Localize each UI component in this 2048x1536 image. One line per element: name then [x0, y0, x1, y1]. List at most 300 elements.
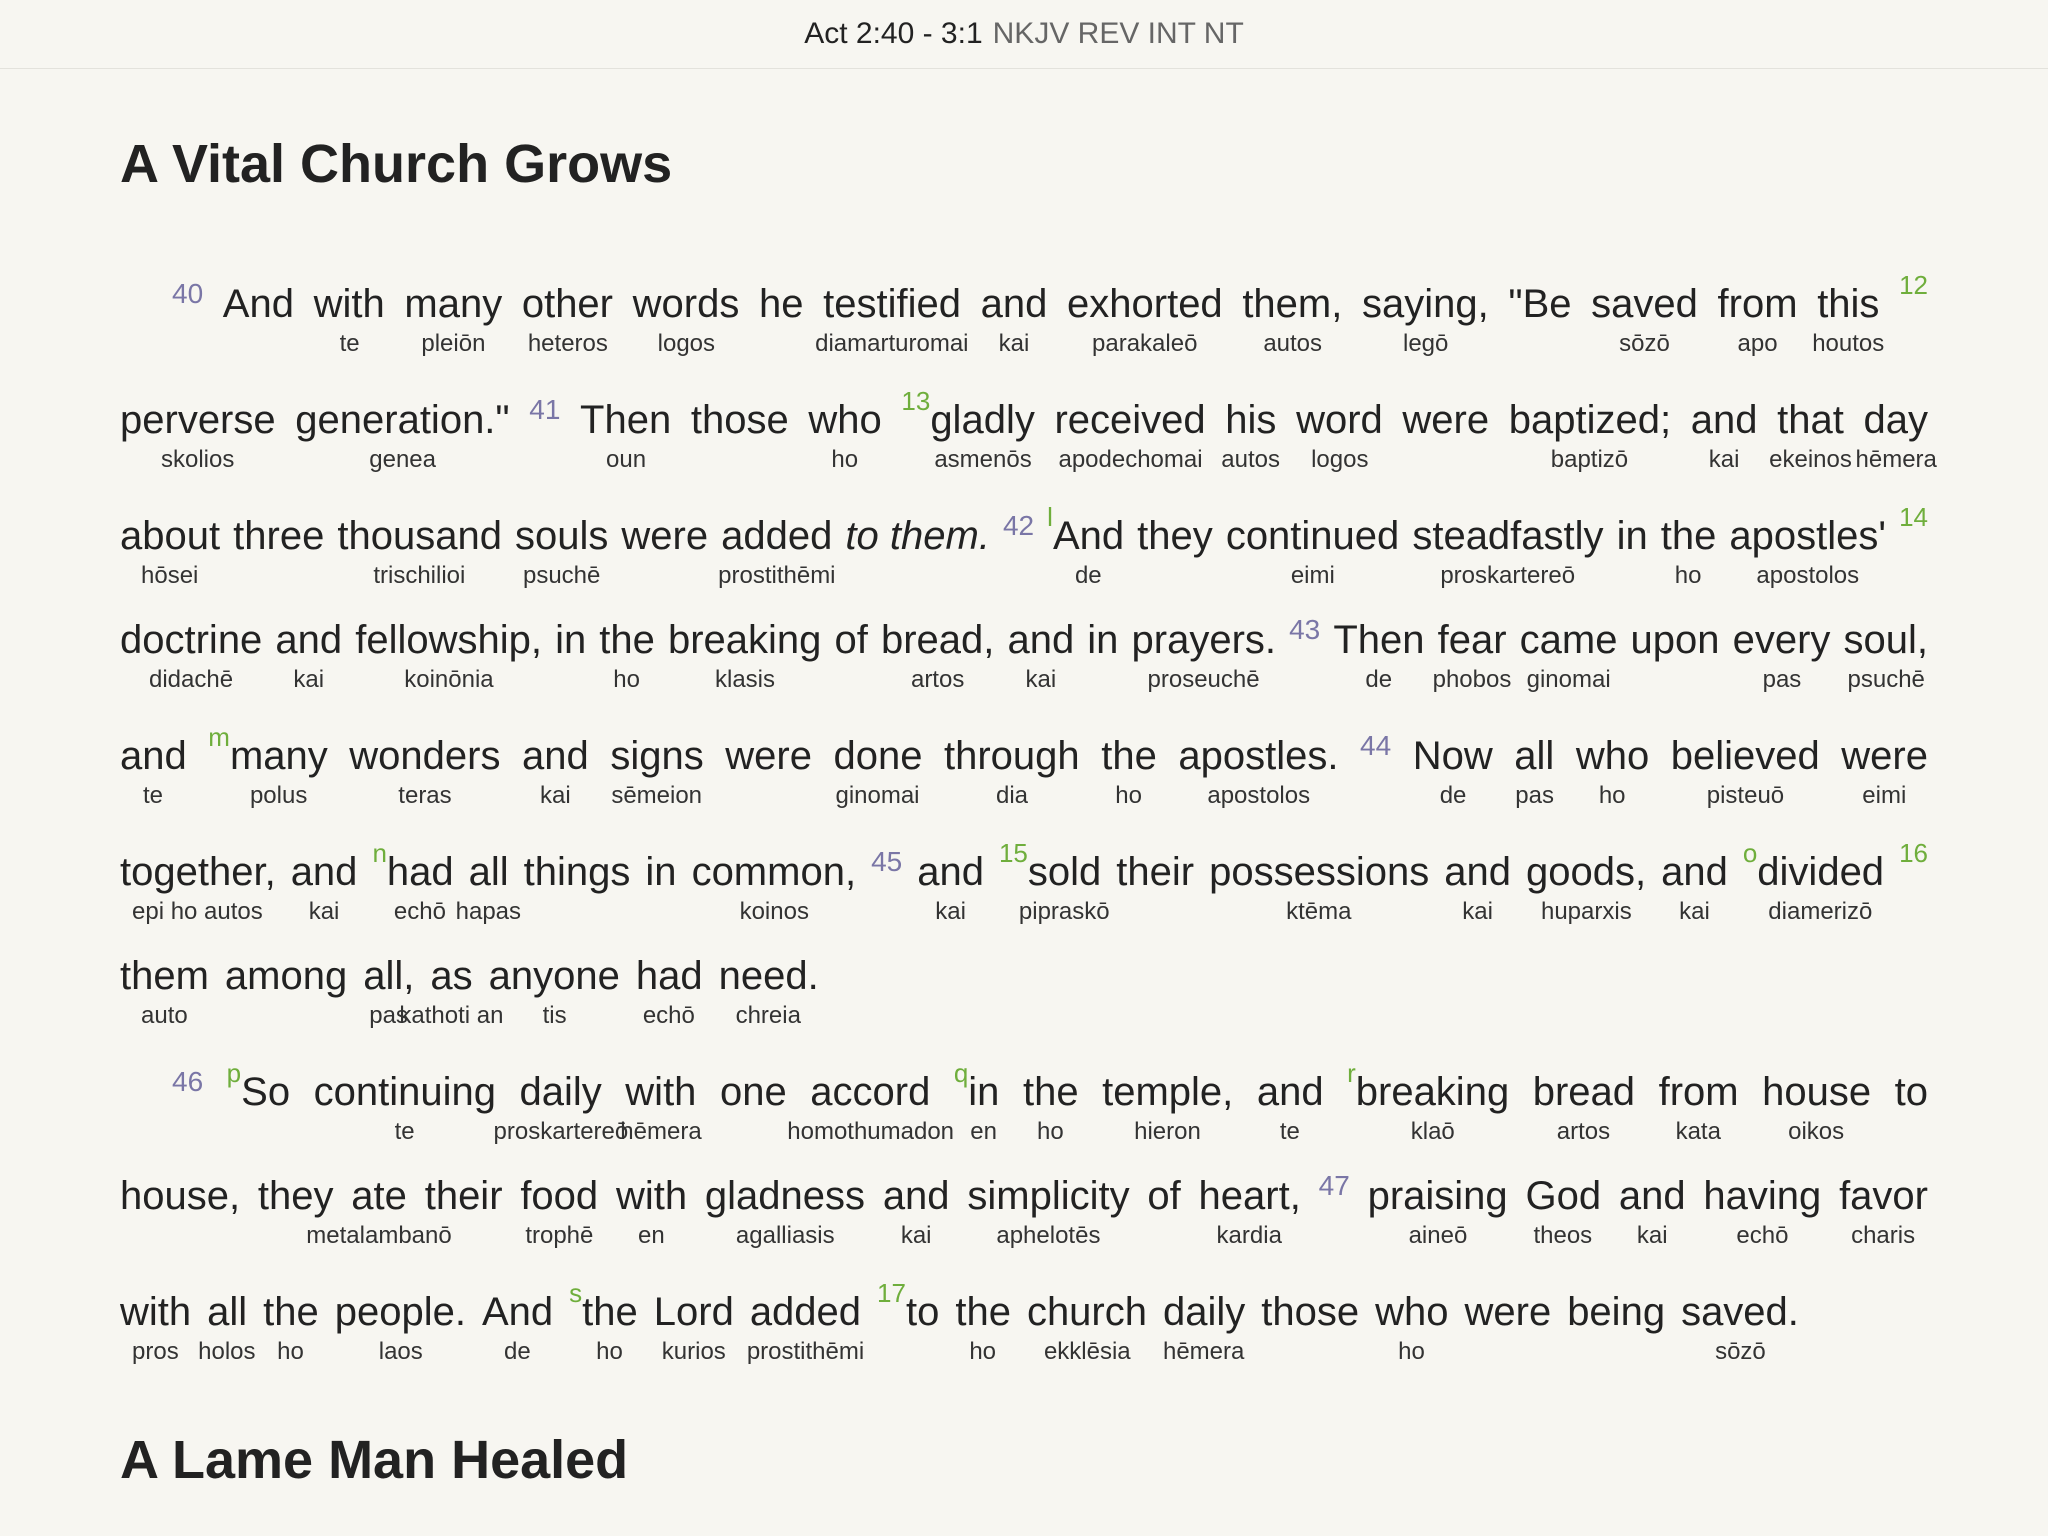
interlinear-word[interactable]: [1681, 1288, 1799, 1365]
english-word: goods,: [1525, 850, 1647, 894]
english-word: they: [1137, 514, 1213, 558]
interlinear-word[interactable]: [1296, 396, 1383, 473]
english-word: who: [1375, 1290, 1449, 1334]
english-word: and: [1690, 398, 1758, 442]
greek-transliteration: oikos: [1788, 1118, 1845, 1145]
interlinear-word[interactable]: [258, 1172, 334, 1220]
greek-transliteration: ho: [1674, 562, 1702, 589]
interlinear-word[interactable]: [481, 1288, 554, 1365]
interlinear-word[interactable]: [980, 280, 1048, 357]
interlinear-word[interactable]: [425, 1172, 503, 1220]
greek-transliteration: ekeinos: [1769, 446, 1852, 473]
greek-transliteration: ho: [831, 446, 859, 473]
greek-transliteration: oun: [606, 446, 647, 473]
interlinear-word[interactable]: [1525, 1172, 1602, 1249]
interlinear-word[interactable]: [1412, 512, 1604, 589]
interlinear-word[interactable]: [725, 732, 812, 780]
greek-transliteration: huparxis: [1540, 898, 1632, 925]
footnote-marker[interactable]: s: [569, 1278, 583, 1308]
english-word: the: [1101, 734, 1157, 778]
interlinear-word[interactable]: [1116, 848, 1194, 896]
interlinear-word[interactable]: [355, 616, 542, 693]
english-word: the: [599, 618, 655, 662]
interlinear-word[interactable]: [455, 848, 522, 925]
greek-transliteration: te: [394, 1118, 415, 1145]
interlinear-word[interactable]: [635, 952, 703, 1029]
interlinear-word[interactable]: [1018, 848, 1110, 925]
interlinear-word[interactable]: [349, 732, 501, 809]
interlinear-word[interactable]: [1575, 732, 1650, 809]
greek-transliteration: ktēma: [1286, 898, 1352, 925]
greek-transliteration: agalliasis: [735, 1222, 835, 1249]
interlinear-word[interactable]: [1412, 732, 1494, 809]
interlinear-word[interactable]: [233, 512, 325, 560]
english-word: he: [759, 282, 804, 326]
greek-transliteration: de: [503, 1338, 531, 1365]
interlinear-word[interactable]: [882, 1172, 950, 1249]
footnote-marker[interactable]: o: [1742, 838, 1758, 868]
interlinear-word[interactable]: [1895, 1068, 1929, 1116]
english-word: those: [1261, 1290, 1360, 1334]
interlinear-word[interactable]: [1658, 1068, 1739, 1145]
greek-transliteration: polus: [249, 782, 308, 809]
interlinear-word[interactable]: [1362, 280, 1489, 357]
interlinear-word[interactable]: [1367, 1172, 1509, 1249]
footnote-marker[interactable]: q: [953, 1058, 969, 1088]
english-word: and: [275, 618, 343, 662]
greek-transliteration: aphelotēs: [996, 1222, 1101, 1249]
greek-transliteration: kai: [293, 666, 325, 693]
english-word: having: [1703, 1174, 1822, 1218]
interlinear-word[interactable]: [1225, 512, 1400, 589]
interlinear-word[interactable]: [1102, 1068, 1234, 1145]
interlinear-word[interactable]: [1591, 280, 1698, 357]
english-word: perverse: [120, 398, 276, 442]
english-word: in: [1087, 618, 1119, 662]
greek-transliteration: ginomai: [835, 782, 920, 809]
interlinear-word[interactable]: [720, 1068, 787, 1116]
english-word: and: [1618, 1174, 1686, 1218]
greek-transliteration: proskartereō: [493, 1118, 629, 1145]
interlinear-word[interactable]: [787, 1068, 955, 1145]
interlinear-word[interactable]: [524, 848, 631, 896]
footnote-marker[interactable]: n: [372, 838, 387, 868]
section-heading: A Vital Church Grows: [120, 134, 673, 194]
interlinear-word[interactable]: [704, 1172, 866, 1249]
english-word: And: [481, 1290, 554, 1334]
interlinear-word[interactable]: [120, 396, 276, 473]
footnote-marker[interactable]: m: [208, 722, 230, 752]
greek-transliteration: ekklēsia: [1043, 1338, 1131, 1365]
verse-number[interactable]: 40: [172, 278, 204, 309]
greek-transliteration: ho: [1598, 782, 1626, 809]
interlinear-word[interactable]: [1054, 396, 1206, 473]
interlinear-word[interactable]: [917, 848, 984, 925]
english-word: the: [263, 1290, 319, 1334]
english-word: temple,: [1102, 1070, 1234, 1114]
english-word: And: [222, 282, 294, 326]
interlinear-word[interactable]: [1532, 1068, 1636, 1145]
english-word: to them.: [845, 514, 990, 558]
greek-transliteration: de: [1074, 562, 1102, 589]
english-word: upon: [1630, 618, 1720, 662]
greek-transliteration: en: [970, 1118, 997, 1145]
interlinear-word[interactable]: [1843, 616, 1929, 693]
interlinear-word[interactable]: [718, 952, 820, 1029]
interlinear-word[interactable]: [290, 848, 358, 925]
interlinear-word[interactable]: [120, 952, 209, 1029]
greek-transliteration: pas: [1515, 782, 1554, 809]
english-word: apostles.: [1178, 734, 1339, 778]
english-word: believed: [1670, 734, 1820, 778]
interlinear-word[interactable]: [120, 1172, 241, 1220]
interlinear-word[interactable]: [1812, 280, 1885, 357]
greek-transliteration: hēmera: [1162, 1338, 1245, 1365]
interlinear-word[interactable]: [1703, 1172, 1822, 1249]
footnote-marker[interactable]: 13: [901, 386, 931, 416]
greek-transliteration: pros: [132, 1338, 179, 1365]
verse-number[interactable]: 47: [1318, 1170, 1350, 1201]
greek-transliteration: de: [1365, 666, 1393, 693]
greek-transliteration: artos: [1556, 1118, 1611, 1145]
english-word: that: [1777, 398, 1844, 442]
footnote-marker[interactable]: 17: [877, 1278, 906, 1308]
interlinear-word[interactable]: [645, 848, 677, 896]
interlinear-word[interactable]: [120, 848, 276, 925]
interlinear-word[interactable]: [520, 1172, 599, 1249]
interlinear-word[interactable]: [944, 732, 1080, 809]
greek-transliteration: ho: [613, 666, 640, 693]
greek-transliteration: houtos: [1812, 330, 1885, 357]
english-word: church: [1026, 1290, 1147, 1334]
english-word: And: [1052, 514, 1125, 558]
interlinear-word[interactable]: [621, 512, 708, 560]
interlinear-word[interactable]: [1198, 1172, 1302, 1249]
greek-transliteration: baptizō: [1550, 446, 1629, 473]
interlinear-word[interactable]: [1022, 1068, 1079, 1145]
verse-number[interactable]: 43: [1289, 614, 1321, 645]
english-word: and: [1444, 850, 1511, 894]
interlinear-word[interactable]: [522, 732, 589, 809]
greek-transliteration: kai: [935, 898, 966, 925]
verse-number[interactable]: 42: [1002, 510, 1035, 541]
greek-transliteration: proseuchē: [1147, 666, 1260, 693]
interlinear-word[interactable]: [1670, 732, 1821, 809]
interlinear-word[interactable]: [746, 1288, 865, 1365]
interlinear-word[interactable]: [295, 396, 510, 473]
interlinear-word[interactable]: [1567, 1288, 1665, 1336]
interlinear-word[interactable]: [313, 1068, 497, 1145]
interlinear-word[interactable]: [1221, 396, 1281, 473]
interlinear-word[interactable]: [653, 1288, 735, 1365]
interlinear-word[interactable]: [808, 396, 882, 473]
greek-transliteration: kai: [1679, 898, 1710, 925]
interlinear-word[interactable]: [1514, 732, 1555, 809]
english-word: of: [834, 618, 868, 662]
greek-transliteration: proskartereō: [1440, 562, 1576, 589]
greek-transliteration: trophē: [525, 1222, 594, 1249]
greek-transliteration: kata: [1675, 1118, 1721, 1145]
english-word: prayers.: [1131, 618, 1277, 662]
interlinear-word[interactable]: [1162, 1288, 1246, 1365]
interlinear-word[interactable]: [1355, 1068, 1510, 1145]
footnote-marker[interactable]: 15: [998, 838, 1028, 868]
interlinear-word[interactable]: [521, 280, 614, 357]
english-word: and: [1007, 618, 1075, 662]
verse-number[interactable]: 46: [172, 1066, 204, 1097]
greek-transliteration: echō: [642, 1002, 695, 1029]
interlinear-word[interactable]: [1375, 1288, 1449, 1365]
footnote-marker[interactable]: p: [226, 1058, 242, 1088]
english-word: divided: [1757, 850, 1885, 894]
english-word: done: [833, 734, 923, 778]
interlinear-word[interactable]: [718, 512, 836, 589]
interlinear-word[interactable]: [691, 396, 789, 444]
verse-number[interactable]: 41: [529, 394, 561, 425]
interlinear-word[interactable]: [198, 1288, 256, 1365]
interlinear-word[interactable]: [1525, 848, 1647, 925]
footnote-marker[interactable]: 12: [1899, 270, 1928, 300]
greek-transliteration: didachē: [149, 666, 234, 693]
interlinear-word[interactable]: [306, 1172, 452, 1249]
interlinear-word[interactable]: [1717, 280, 1798, 357]
interlinear-word[interactable]: [1855, 396, 1937, 473]
english-word: and: [917, 850, 984, 894]
interlinear-word[interactable]: [967, 1172, 1130, 1249]
english-word: ate: [351, 1174, 407, 1218]
interlinear-word[interactable]: [632, 280, 740, 357]
interlinear-word[interactable]: [815, 280, 969, 357]
interlinear-word[interactable]: [580, 396, 672, 473]
greek-transliteration: prostithēmi: [746, 1338, 865, 1365]
interlinear-word[interactable]: [1617, 512, 1649, 560]
greek-transliteration: laos: [378, 1338, 423, 1365]
greek-transliteration: kardia: [1216, 1222, 1282, 1249]
greek-transliteration: logos: [657, 330, 716, 357]
english-word: them: [120, 954, 209, 998]
english-word: and: [290, 850, 358, 894]
interlinear-word[interactable]: [1402, 396, 1489, 444]
greek-transliteration: kurios: [661, 1338, 726, 1365]
english-word: house,: [120, 1174, 241, 1218]
english-word: and: [882, 1174, 950, 1218]
greek-transliteration: sōzō: [1715, 1338, 1766, 1365]
interlinear-word[interactable]: [1508, 280, 1572, 328]
greek-transliteration: metalambanō: [306, 1222, 452, 1249]
english-word: had: [386, 850, 454, 894]
interlinear-word[interactable]: [880, 616, 995, 693]
interlinear-word[interactable]: [968, 1068, 1000, 1145]
english-word: common,: [691, 850, 857, 894]
interlinear-word[interactable]: [223, 280, 295, 328]
interlinear-word[interactable]: [313, 280, 386, 357]
verse-line: [0, 1278, 2048, 1368]
interlinear-word[interactable]: [229, 732, 328, 809]
verse-number[interactable]: 45: [871, 846, 903, 877]
interlinear-word[interactable]: [337, 512, 502, 589]
interlinear-word[interactable]: [1256, 1068, 1324, 1145]
interlinear-word[interactable]: [1769, 396, 1852, 473]
interlinear-word[interactable]: [488, 952, 621, 1029]
english-word: and: [120, 734, 187, 778]
interlinear-word[interactable]: [1661, 848, 1728, 925]
interlinear-word[interactable]: [275, 616, 343, 693]
english-word: sold: [1027, 850, 1102, 894]
english-word: accord: [810, 1070, 931, 1114]
english-word: all,: [363, 954, 415, 998]
interlinear-word[interactable]: [1147, 1172, 1181, 1220]
english-word: through: [944, 734, 1080, 778]
interlinear-word[interactable]: [120, 732, 187, 809]
interlinear-word[interactable]: [225, 952, 348, 1000]
interlinear-word[interactable]: [334, 1288, 467, 1365]
greek-transliteration: hōsei: [141, 562, 199, 589]
english-word: generation.": [295, 398, 510, 442]
interlinear-word[interactable]: [1757, 848, 1885, 925]
interlinear-word[interactable]: [399, 952, 504, 1029]
greek-transliteration: phobos: [1432, 666, 1512, 693]
interlinear-word[interactable]: [514, 512, 609, 589]
interlinear-word[interactable]: [615, 1172, 688, 1249]
english-word: Lord: [653, 1290, 734, 1334]
interlinear-word[interactable]: [241, 1068, 290, 1116]
interlinear-word[interactable]: [120, 1288, 192, 1365]
english-word: were: [1841, 734, 1928, 778]
english-word: three: [233, 514, 325, 558]
interlinear-word[interactable]: [930, 396, 1035, 473]
english-word: who: [1575, 734, 1650, 778]
english-word: from: [1658, 1070, 1739, 1114]
interlinear-word[interactable]: [1261, 1288, 1359, 1336]
english-word: So: [241, 1070, 291, 1114]
verse-line: [0, 386, 2048, 476]
interlinear-word[interactable]: [599, 616, 655, 693]
interlinear-word[interactable]: [1690, 396, 1758, 473]
footnote-marker[interactable]: 14: [1899, 502, 1928, 532]
interlinear-word[interactable]: [1762, 1068, 1872, 1145]
greek-transliteration: epi ho autos: [132, 898, 263, 925]
english-word: being: [1567, 1290, 1666, 1334]
interlinear-word[interactable]: [404, 280, 503, 357]
greek-transliteration: hēmera: [1855, 446, 1937, 473]
interlinear-word[interactable]: [759, 280, 804, 328]
greek-transliteration: kai: [1025, 666, 1057, 693]
interlinear-word[interactable]: [835, 616, 869, 664]
english-word: with: [625, 1070, 697, 1114]
english-word: simplicity: [967, 1174, 1130, 1218]
interlinear-word[interactable]: [1508, 396, 1672, 473]
interlinear-word[interactable]: [1464, 1288, 1551, 1336]
interlinear-word[interactable]: [610, 732, 704, 809]
greek-transliteration: echō: [1736, 1222, 1789, 1249]
interlinear-word[interactable]: [1137, 512, 1213, 560]
interlinear-word[interactable]: [1209, 848, 1430, 925]
verse-line: [0, 1172, 2048, 1252]
interlinear-word[interactable]: [1087, 616, 1119, 664]
interlinear-word[interactable]: [1732, 616, 1831, 693]
interlinear-word[interactable]: [1007, 616, 1075, 693]
english-word: from: [1717, 282, 1798, 326]
english-word: Then: [1333, 618, 1425, 662]
version-label[interactable]: NKJV REV INT NT: [992, 17, 1244, 50]
interlinear-word[interactable]: [1444, 848, 1511, 925]
interlinear-word[interactable]: [120, 616, 263, 693]
english-word: testified: [823, 282, 961, 326]
english-word: things: [523, 850, 631, 894]
interlinear-word[interactable]: [386, 848, 454, 925]
greek-transliteration: pisteuō: [1706, 782, 1785, 809]
interlinear-word[interactable]: [1841, 732, 1928, 809]
english-word: with: [120, 1290, 192, 1334]
interlinear-word[interactable]: [1101, 732, 1157, 809]
footnote-marker[interactable]: 16: [1899, 838, 1928, 868]
interlinear-word[interactable]: [1432, 616, 1512, 693]
interlinear-word[interactable]: [1660, 512, 1717, 589]
greek-transliteration: koinōnia: [404, 666, 494, 693]
english-word: of: [1147, 1174, 1181, 1218]
interlinear-word[interactable]: [620, 1068, 702, 1145]
english-word: words: [632, 282, 740, 326]
interlinear-word[interactable]: [1067, 280, 1223, 357]
footnote-marker[interactable]: l: [1047, 502, 1053, 532]
interlinear-word[interactable]: [1839, 1172, 1928, 1249]
interlinear-word[interactable]: [493, 1068, 629, 1145]
footnote-marker[interactable]: r: [1347, 1058, 1356, 1088]
english-word: their: [1116, 850, 1195, 894]
interlinear-word[interactable]: [667, 616, 822, 693]
interlinear-word[interactable]: [1052, 512, 1125, 589]
verse-line: [0, 952, 2048, 1032]
interlinear-word[interactable]: [582, 1288, 638, 1365]
english-word: and: [522, 734, 589, 778]
greek-transliteration: ho: [1115, 782, 1142, 809]
english-word: possessions: [1209, 850, 1430, 894]
interlinear-word[interactable]: [263, 1288, 319, 1365]
interlinear-word[interactable]: [363, 952, 415, 1029]
interlinear-word[interactable]: [1131, 616, 1277, 693]
greek-transliteration: apo: [1737, 330, 1778, 357]
english-word: they: [257, 1174, 334, 1218]
interlinear-word[interactable]: [1333, 616, 1425, 693]
interlinear-word[interactable]: [120, 512, 221, 589]
verse-line: [0, 838, 2048, 928]
greek-transliteration: pipraskō: [1018, 898, 1110, 925]
interlinear-word[interactable]: [845, 512, 990, 560]
interlinear-word[interactable]: [1242, 280, 1343, 357]
interlinear-word[interactable]: [1729, 512, 1887, 589]
english-word: as: [430, 954, 473, 998]
english-word: daily: [519, 1070, 602, 1114]
interlinear-word[interactable]: [1026, 1288, 1148, 1365]
verse-number[interactable]: 44: [1360, 730, 1392, 761]
interlinear-word[interactable]: [906, 1288, 940, 1336]
greek-transliteration: sōzō: [1619, 330, 1670, 357]
interlinear-word[interactable]: [1519, 616, 1618, 693]
greek-transliteration: prostithēmi: [718, 562, 836, 589]
interlinear-word[interactable]: [955, 1288, 1011, 1365]
greek-transliteration: pas: [1762, 666, 1802, 693]
greek-transliteration: en: [637, 1222, 665, 1249]
interlinear-word[interactable]: [555, 616, 587, 664]
interlinear-word[interactable]: [833, 732, 923, 809]
interlinear-word[interactable]: [1178, 732, 1339, 809]
interlinear-word[interactable]: [1631, 616, 1720, 664]
english-word: favor: [1839, 1174, 1928, 1218]
english-word: all: [468, 850, 509, 894]
interlinear-word[interactable]: [1618, 1172, 1686, 1249]
greek-transliteration: apostolos: [1207, 782, 1311, 809]
interlinear-word[interactable]: [691, 848, 857, 925]
